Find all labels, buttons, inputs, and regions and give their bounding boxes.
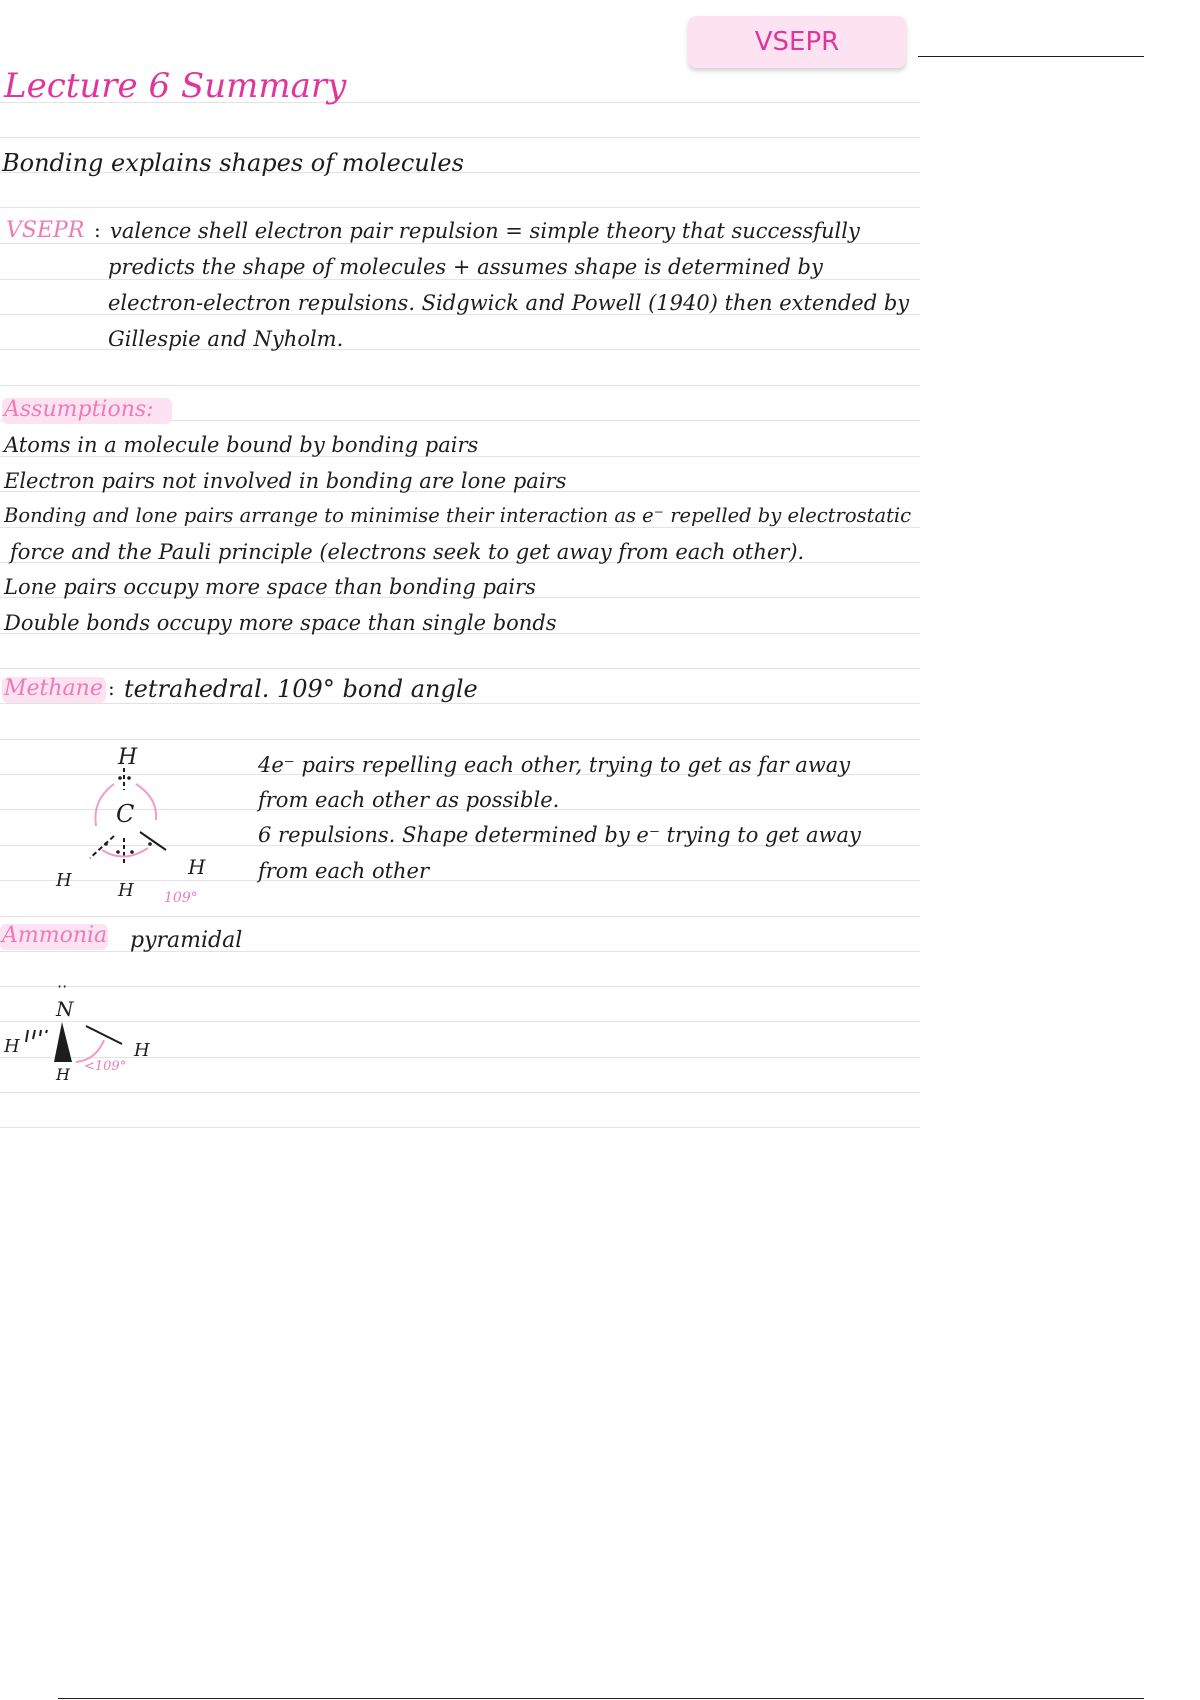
atom-label: H: [118, 745, 138, 770]
bond-line: [46, 1030, 47, 1033]
electron-dot: [148, 842, 152, 846]
vsepr-label: VSEPR: [6, 218, 85, 243]
electron-dot: [116, 850, 120, 854]
lone-pair: ··: [57, 980, 68, 996]
bond-line: [26, 1030, 28, 1042]
vsepr-line: predicts the shape of molecules + assumes shape is determined by: [108, 255, 823, 279]
vsepr-line: valence shell electron pair repulsion = simple theory that successfully: [110, 219, 860, 243]
assumption-item: Atoms in a molecule bound by bonding pairs: [4, 433, 479, 457]
electron-dot: [118, 776, 122, 780]
ammonia-diagram: [0, 980, 180, 1080]
vsepr-line: Gillespie and Nyholm.: [108, 327, 344, 351]
methane-note: from each other: [258, 859, 430, 883]
rule-line: [0, 1127, 920, 1128]
ammonia-label: Ammonia: [2, 923, 108, 948]
atom-label: C: [116, 800, 135, 828]
atom-label: H: [188, 855, 206, 879]
rule-line: [0, 385, 920, 386]
atom-label: H: [134, 1040, 150, 1061]
vsepr-line: electron-electron repulsions. Sidgwick and Powell (1940) then extended by: [108, 291, 910, 315]
page-title: Lecture 6 Summary: [4, 66, 347, 106]
atom-label: H: [56, 870, 72, 891]
name-line: [918, 56, 1144, 57]
assumption-item: Bonding and lone pairs arrange to minimise their interaction as e⁻ repelled by electrostatic: [4, 504, 912, 527]
bond-line: [140, 832, 166, 850]
atom-label: H: [4, 1036, 20, 1057]
methane-label: Methane: [4, 676, 103, 701]
rule-line: [0, 1092, 920, 1093]
topic-tag: VSEPR: [688, 16, 906, 68]
methane-note: 6 repulsions. Shape determined by e⁻ trying to get away: [258, 823, 861, 847]
electron-dot: [130, 850, 134, 854]
vsepr-separator: :: [94, 218, 101, 242]
electron-dot: [104, 842, 108, 846]
methane-diagram: [40, 740, 230, 910]
assumption-item: force and the Pauli principle (electrons seek to get away from each other).: [10, 540, 805, 564]
atom-label: H: [118, 880, 134, 901]
bond-line: [33, 1030, 35, 1039]
rule-line: [0, 916, 920, 917]
rule-line: [0, 207, 920, 208]
assumption-item: Lone pairs occupy more space than bonding pairs: [4, 575, 536, 599]
bond-line: [40, 1030, 41, 1036]
methane-note: from each other as possible.: [258, 788, 560, 812]
atom-label: H: [56, 1065, 70, 1080]
ammonia-shape: pyramidal: [130, 928, 243, 953]
footer-line: [58, 1698, 1144, 1699]
angle-label: 109°: [164, 890, 198, 906]
methane-shape: tetrahedral. 109° bond angle: [124, 675, 478, 703]
repulsion-arrow: [136, 784, 156, 820]
rule-line: [0, 668, 920, 669]
assumption-item: Electron pairs not involved in bonding are lone pairs: [4, 469, 567, 493]
repulsion-arrow: [95, 784, 114, 826]
wedge-bond: [54, 1022, 72, 1062]
electron-dot: [127, 776, 131, 780]
assumption-item: Double bonds occupy more space than single bonds: [4, 611, 557, 635]
methane-note: 4e⁻ pairs repelling each other, trying to get as far away: [258, 753, 851, 777]
methane-separator: :: [108, 676, 115, 700]
rule-line: [0, 137, 920, 138]
intro-text: Bonding explains shapes of molecules: [2, 149, 464, 177]
assumptions-label: Assumptions:: [4, 397, 154, 422]
atom-label: N: [56, 997, 74, 1021]
angle-label: <109°: [84, 1059, 127, 1074]
